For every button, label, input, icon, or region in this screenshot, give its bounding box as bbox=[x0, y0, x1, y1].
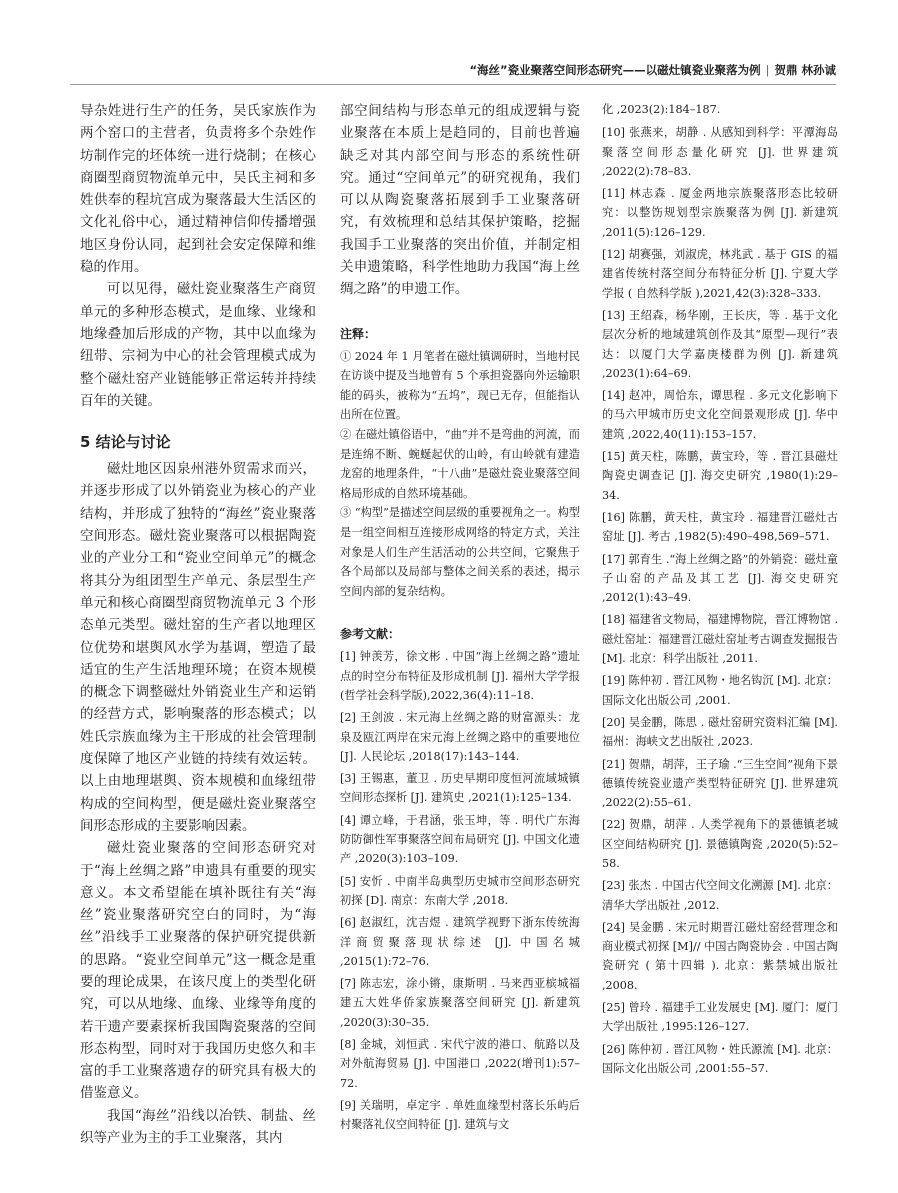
reference-item: [19] 陈仲初 . 晋江风物・地名钩沉 [M]. 北京：国际文化出版公司 ,2001. bbox=[602, 674, 838, 707]
reference-item: [13] 王绍森，杨华刚，王长庆，等 . 基于文化层次分析的地域建筑创作及其“原型—现行”表达：以厦门大学嘉庚楼群为例 [J]. 新建筑 ,2023(1):64–69. bbox=[602, 308, 838, 380]
reference-item: [12] 胡赛强，刘淑虎，林兆武 . 基于 GIS 的福建省传统村落空间分布特征分析 [J]. 宁夏大学学报 ( 自然科学版 ),2021,42(3):328–333. bbox=[602, 248, 838, 300]
reference-item: [22] 贺鼎，胡萍 . 人类学视角下的景德镇老城区空间结构研究 [J]. 景德镇陶瓷 ,2020(5):52–58. bbox=[602, 818, 838, 870]
reference-item: [11] 林志森 . 厦金两地宗族聚落形态比较研究：以整饬规划型宗族聚落为例 [J]. 新建筑 ,2011(5):126–129. bbox=[602, 187, 838, 239]
header-separator: | bbox=[765, 63, 770, 77]
reference-item: [14] 赵冲，周恰东，谭思程 . 多元文化影响下的马六甲城市历史文化空间景观形成 [J]. 华中建筑 ,2022,40(11):153–157. bbox=[602, 389, 838, 441]
reference-item: [6] 赵淑红，沈吉煜 . 建筑学视野下浙东传统海洋商贸聚落现状综述 [J]. 中国名城 ,2015(1):72–76. bbox=[340, 916, 580, 968]
running-header bbox=[469, 62, 836, 78]
paragraph: 部空间结构与形态单元的组成逻辑与瓷业聚落在本质上是趋同的，目前也普遍缺乏对其内部空间与形态的系统性研究。通过“空间单元”的研究视角，我们可以从陶瓷聚落拓展到手工业聚落研究，有效梳理和总结其保护策略，挖掘我国手工业聚落的突出价值，并制定相关申遗策略，科学性地助力我国“海上丝绸之路”的申遗工作。 bbox=[340, 103, 580, 298]
column-right bbox=[602, 100, 838, 1081]
note-item: ③ “构型”是描述空间层级的重要视角之一。构型是一组空间相互连接形成网络的特定方式，关注对象是人们生产生活活动的公共空间，它聚焦于各个局部以及局部与整体之间关系的表述，揭示空间内部的复杂结构。 bbox=[340, 506, 580, 598]
reference-item: [9] 关瑞明，卓定宇 . 单姓血缘型村落长乐屿后村聚落礼仪空间特征 [J]. 建筑与文 bbox=[340, 1098, 580, 1132]
reference-item: [2] 王剑波 . 宋元海上丝绸之路的财富源头：龙泉及瓯江两岸在宋元海上丝绸之路中的重要地位 [J]. 人民论坛 ,2018(17):143–144. bbox=[340, 711, 580, 763]
paragraph: 我国“海丝”沿线以冶铁、制盐、丝织等产业为主的手工业聚落，其内 bbox=[80, 1107, 316, 1147]
reference-item: [20] 吴金鹏，陈思 . 磁灶窑研究资料汇编 [M]. 福州：海峡文艺出版社 ,2023. bbox=[602, 715, 838, 749]
reference-item: [18] 福建省文物局，福建博物院，晋江博物馆 . 磁灶窑址：福建晋江磁灶窑址考古调查发掘报告 [M]. 北京：科学出版社 ,2011. bbox=[602, 613, 838, 666]
header-authors: 贺鼎 林孙诚 bbox=[774, 63, 836, 77]
notes-heading: 注释： bbox=[340, 326, 377, 341]
reference-item: [8] 金城，刘恒武 . 宋代宁波的港口、航路以及对外航海贸易 [J]. 中国港口 ,2022(增刊1):57–72. bbox=[340, 1038, 580, 1090]
reference-item: [23] 张杰 . 中国古代空间文化溯源 [M]. 北京：清华大学出版社 ,2012. bbox=[602, 879, 838, 912]
references-heading: 参考文献： bbox=[340, 627, 401, 642]
reference-item: [1] 钟羡芳，徐文彬 . 中国“海上丝绸之路”遗址点的时空分布特征及形成机制 [J]. 福州大学学报 (哲学社会科学版),2022,36(4):11–18. bbox=[340, 650, 580, 702]
reference-item: [21] 贺鼎，胡萍，王子瑜 .“三生空间”视角下景德镇传统瓷业遗产类型特征研究 [J]. 世界建筑 ,2022(2):55–61. bbox=[602, 757, 838, 810]
column-left bbox=[80, 100, 316, 1149]
paragraph: 可以见得，磁灶瓷业聚落生产商贸单元的多种形态模式，是血缘、业缘和地缘叠加后形成的产物，其中以血缘为纽带、宗祠为中心的社会管理模式成为整个磁灶窑产业链能够正常运转并持续百年的关键。 bbox=[80, 281, 316, 409]
header-rule bbox=[70, 84, 836, 85]
reference-item: [15] 黄天柱，陈鹏，黄宝玲，等 . 晋江县磁灶陶瓷史调查记 [J]. 海交史研究 ,1980(1):29–34. bbox=[602, 450, 838, 502]
note-item: ① 2024 年 1 月笔者在磁灶镇调研时，当地村民在访谈中提及当地曾有 5 个承担瓷器向外运输职能的码头，被称为“五坞”，现已无存，但能指认出所在位置。 bbox=[340, 349, 581, 422]
reference-item: [7] 陈志宏，涂小锵，康斯明 . 马来西亚槟城福建五大姓华侨家族聚落空间研究 [J]. 新建筑 ,2020(3):30–35. bbox=[340, 977, 580, 1029]
section-title: 5 结论与讨论 bbox=[80, 433, 171, 452]
paragraph: 磁灶瓷业聚落的空间形态研究对于“海上丝绸之路”申遗具有重要的现实意义。本文希望能在填补既往有关“海丝”瓷业聚落研究空白的同时，为“海丝”沿线手工业聚落的保护研究提供新的思路。“瓷业空间单元”这一概念是重要的理论成果，在该尺度上的类型化研究，可以从地缘、血缘、业缘等角度的若干遗产要素探析我国陶瓷聚落的空间形态构型，同时对于我国历史悠久和丰富的手工业聚落遗存的研究具有极大的借鉴意义。 bbox=[80, 840, 316, 1102]
reference-continuation: 化 ,2023(2):184–187. bbox=[602, 103, 721, 116]
reference-item: [16] 陈鹏，黄天柱，黄宝玲 . 福建晋江磁灶古窑址 [J]. 考古 ,1982(5):490–498,569–571. bbox=[602, 510, 838, 544]
reference-item: [24] 吴金鹏 . 宋元时期晋江磁灶窑经营理念和商业模式初探 [M]// 中国古陶瓷协会 . 中国古陶瓷研究 ( 第十四辑 ). 北京：紫禁城出版社 ,2008. bbox=[602, 920, 838, 992]
reference-item: [26] 陈仲初 . 晋江风物・姓氏源流 [M]. 北京：国际文化出版公司 ,2001:55–57. bbox=[602, 1042, 838, 1075]
reference-item: [10] 张燕来，胡静 . 从感知到科学：平潭海岛聚落空间形态量化研究 [J]. 世界建筑 ,2022(2):78–83. bbox=[602, 126, 838, 178]
paragraph: 磁灶地区因泉州港外贸需求而兴，并逐步形成了以外销瓷业为核心的产业结构，并形成了独特的“海丝”瓷业聚落空间形态。磁灶瓷业聚落可以根据陶瓷业的产业分工和“瓷业空间单元”的概念将其分为组团型生产单元、条层型生产单元和核心商圈型商贸物流单元 3 个形态单元类型。磁灶窑的生产者以地理区位优势和堪舆风水学为基调，塑造了最适宜的生产生活地理环境；在资本规模的概念下调整磁灶外销瓷业生产和运销的经营方式，影响聚落的形态模式；以姓氏宗族血缘为主干形成的社会管理制度保障了地区产业链的持续有效运转。以上由地理堪舆、资本规模和血缘纽带构成的空间构型，便是磁灶瓷业聚落空间形态形成的主要影响因素。 bbox=[80, 461, 316, 834]
reference-item: [17] 郭育生 .“海上丝绸之路”的外销瓷：磁灶童子山窑的产品及其工艺 [J]. 海交史研究 ,2012(1):43–49. bbox=[602, 552, 838, 605]
reference-item: [5] 安忻 . 中南半岛典型历史城市空间形态研究初探 [D]. 南京：东南大学 ,2018. bbox=[340, 874, 580, 907]
paragraph: 导杂姓进行生产的任务，吴氏家族作为两个窑口的主营者，负责将多个杂姓作坊制作完的坯体统一进行烧制；在核心商圈型商贸物流单元中，吴氏主祠和多姓供奉的程坑宫成为聚落最大生活区的文化礼俗中心，通过精神信仰传播增强地区身份认同，起到社会安定保障和维稳的作用。 bbox=[80, 103, 316, 276]
reference-item: [4] 谭立峰，于君涵，张玉坤，等 . 明代广东海防防御性军事聚落空间布局研究 [J]. 中国文化遗产 ,2020(3):103–109. bbox=[340, 813, 580, 866]
column-middle bbox=[340, 100, 580, 1138]
reference-item: [3] 王锡惠，董卫 . 历史早期印度恒河流域城镇空间形态探析 [J]. 建筑史 ,2021(1):125–134. bbox=[340, 772, 580, 805]
note-item: ② 在磁灶镇俗语中，“曲”并不是弯曲的河流，而是连绵不断、蜿蜒起伏的山岭，有山岭就有建造龙窑的地理条件，“十八曲”是磁灶瓷业聚落空间格局形成的自然环境基础。 bbox=[340, 428, 580, 500]
reference-item: [25] 曾玲 . 福建手工业发展史 [M]. 厦门：厦门大学出版社 ,1995:126–127. bbox=[602, 1001, 838, 1034]
header-title: “海丝”瓷业聚落空间形态研究——以磁灶镇瓷业聚落为例 bbox=[469, 63, 761, 77]
